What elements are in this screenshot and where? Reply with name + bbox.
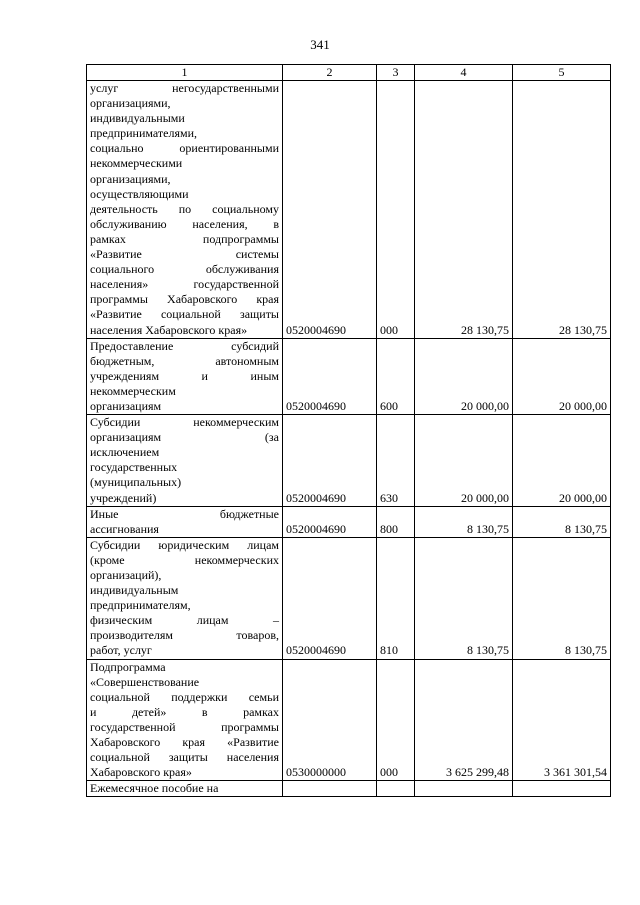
description-line: населения» государственной xyxy=(90,277,279,292)
row-expense-type: 810 xyxy=(377,537,415,659)
column-header-5: 5 xyxy=(513,65,611,81)
description-line: «Развитие системы xyxy=(90,247,279,262)
table-header-row xyxy=(87,65,611,81)
row-description xyxy=(87,338,283,414)
row-target-code: 0530000000 xyxy=(283,659,377,781)
table-row xyxy=(87,537,611,659)
row-amount-year-1: 20 000,00 xyxy=(415,338,513,414)
row-expense-type xyxy=(377,781,415,797)
table-row xyxy=(87,81,611,339)
description-line: деятельность по социальному xyxy=(90,201,279,216)
description-line: организаций), xyxy=(90,568,162,582)
description-line: программы Хабаровского края xyxy=(90,292,279,307)
description-line: населения Хабаровского края» xyxy=(90,322,248,337)
description-line: работ, услуг xyxy=(90,643,152,658)
row-amount-year-1: 8 130,75 xyxy=(415,506,513,537)
row-amount-year-1 xyxy=(415,781,513,797)
description-line: учреждениям и иным xyxy=(90,368,279,383)
description-line: бюджетным, автономным xyxy=(90,353,279,368)
row-amount-year-2: 20 000,00 xyxy=(513,338,611,414)
row-description xyxy=(87,506,283,537)
description-line: физическим лицам – xyxy=(90,613,279,628)
row-expense-type: 600 xyxy=(377,338,415,414)
description-line: Подпрограмма xyxy=(90,659,166,674)
description-line: индивидуальными xyxy=(90,111,185,126)
column-header-3: 3 xyxy=(377,65,415,81)
row-amount-year-2: 3 361 301,54 xyxy=(513,659,611,781)
row-amount-year-1: 28 130,75 xyxy=(415,81,513,339)
table-body xyxy=(87,81,611,797)
description-line: социальной поддержки семьи xyxy=(90,689,279,704)
row-amount-year-1: 8 130,75 xyxy=(415,537,513,659)
description-line: Субсидии юридическим лицам xyxy=(90,537,279,552)
description-line: ассигнования xyxy=(90,521,159,536)
description-line: Хабаровского края «Развитие xyxy=(90,735,279,750)
row-amount-year-2: 8 130,75 xyxy=(513,537,611,659)
column-header-2: 2 xyxy=(283,65,377,81)
row-amount-year-1: 20 000,00 xyxy=(415,415,513,507)
description-line: предпринимателями, xyxy=(90,126,198,141)
table-row xyxy=(87,338,611,414)
description-line: (муниципальных) xyxy=(90,475,182,490)
description-line: рамках подпрограммы xyxy=(90,231,279,246)
row-expense-type: 630 xyxy=(377,415,415,507)
description-line: осуществляющими xyxy=(90,186,189,201)
description-line: учреждений) xyxy=(90,490,157,505)
table-row xyxy=(87,781,611,797)
description-line: услуг негосударственными xyxy=(90,81,279,95)
description-line: Субсидии некоммерческим xyxy=(90,415,279,430)
description-line: (кроме некоммерческих xyxy=(90,552,279,567)
table-row xyxy=(87,415,611,507)
row-amount-year-2: 8 130,75 xyxy=(513,506,611,537)
description-line: Иные бюджетные xyxy=(90,506,279,521)
table-row xyxy=(87,659,611,781)
row-target-code: 0520004690 xyxy=(283,338,377,414)
row-amount-year-2 xyxy=(513,781,611,797)
row-expense-type: 000 xyxy=(377,81,415,339)
description-line: некоммерческими xyxy=(90,156,183,171)
row-amount-year-2: 20 000,00 xyxy=(513,415,611,507)
description-line: государственной программы xyxy=(90,719,279,734)
row-amount-year-2: 28 130,75 xyxy=(513,81,611,339)
row-target-code: 0520004690 xyxy=(283,506,377,537)
description-line: предпринимателям, xyxy=(90,598,191,613)
description-line: социальной защиты населения xyxy=(90,750,279,765)
column-header-4: 4 xyxy=(415,65,513,81)
row-description xyxy=(87,415,283,507)
description-line: исключением xyxy=(90,445,160,460)
description-line: индивидуальным xyxy=(90,583,179,598)
budget-table xyxy=(86,64,611,797)
description-line: обслуживанию населения, в xyxy=(90,216,279,231)
row-expense-type: 000 xyxy=(377,659,415,781)
description-line: организациям (за xyxy=(90,430,279,445)
description-line: социального обслуживания xyxy=(90,262,279,277)
description-line: Ежемесячное пособие на xyxy=(90,781,219,796)
row-target-code: 0520004690 xyxy=(283,537,377,659)
description-line: «Развитие социальной защиты xyxy=(90,307,279,322)
table-row xyxy=(87,506,611,537)
column-header-1: 1 xyxy=(87,65,283,81)
row-target-code xyxy=(283,781,377,797)
row-description xyxy=(87,781,283,797)
description-line: производителям товаров, xyxy=(90,628,279,643)
row-expense-type: 800 xyxy=(377,506,415,537)
description-line: социально ориентированными xyxy=(90,141,279,156)
description-line: организациями, xyxy=(90,171,171,186)
row-amount-year-1: 3 625 299,48 xyxy=(415,659,513,781)
page-number: 341 xyxy=(310,37,330,52)
row-description xyxy=(87,659,283,781)
description-line: Предоставление субсидий xyxy=(90,338,279,353)
description-line: «Совершенствование xyxy=(90,674,200,689)
description-line: государственных xyxy=(90,460,178,475)
description-line: организациями, xyxy=(90,96,171,111)
row-target-code: 0520004690 xyxy=(283,415,377,507)
description-line: Хабаровского края» xyxy=(90,765,192,780)
row-target-code: 0520004690 xyxy=(283,81,377,339)
description-line: некоммерческим xyxy=(90,383,176,398)
row-description xyxy=(87,537,283,659)
description-line: и детей» в рамках xyxy=(90,704,279,719)
description-line: организациям xyxy=(90,398,162,413)
row-description xyxy=(87,81,283,339)
